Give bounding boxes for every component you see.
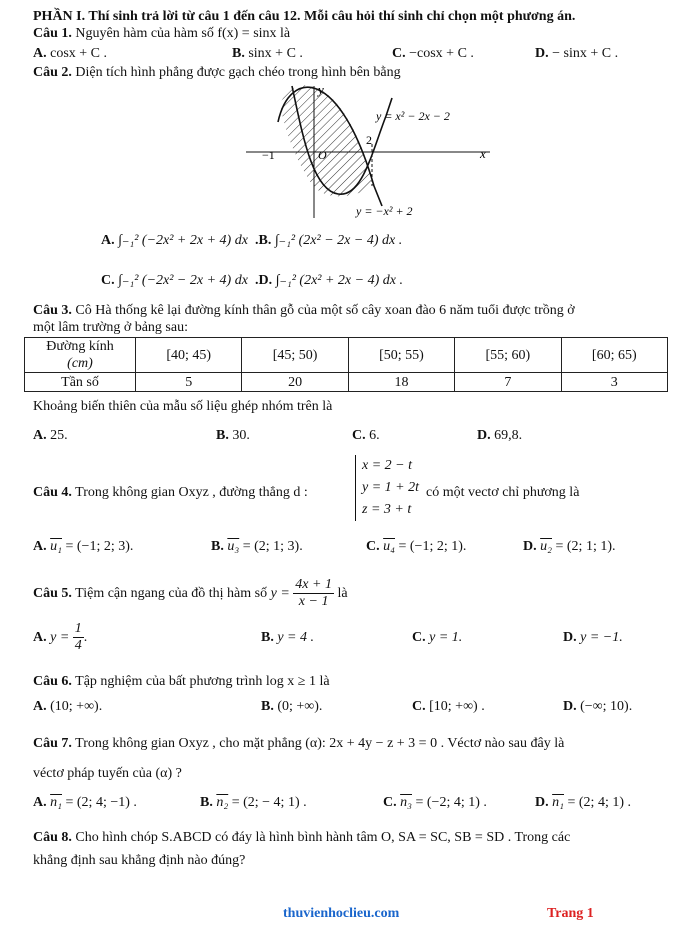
table-cell: [50; 55) <box>348 338 454 373</box>
table-cell: [60; 65) <box>561 338 667 373</box>
q5-option-c[interactable]: C. y = 1. <box>412 630 463 645</box>
q3-option-a[interactable]: A. 25. <box>33 428 68 443</box>
question-label: Câu 2. <box>33 65 72 80</box>
question-text: Trong không gian Oxyz , cho mặt phẳng (α): 2x + 4y − z + 3 = 0 . Véctơ nào sau đây là <box>75 736 565 751</box>
q7-option-b[interactable]: B. n₂ = (2; − 4; 1) . <box>200 795 307 810</box>
area-graph <box>240 82 520 220</box>
q7-option-d[interactable]: D. n₁ = (2; 4; 1) . <box>535 795 631 810</box>
question-label: Câu 4. <box>33 485 72 500</box>
table-header-cell: Đường kính (cm) <box>25 338 136 373</box>
q7-option-a[interactable]: A. n₁ = (2; 4; −1) . <box>33 795 137 810</box>
question-4-tail: có một vectơ chỉ phương là <box>426 485 580 500</box>
q4-option-a[interactable]: A. u₁ = (−1; 2; 3). <box>33 539 134 554</box>
question-8-cont: khẳng định sau khẳng định nào đúng? <box>33 853 246 868</box>
q2-option-b[interactable]: .B. ∫₋₁² (2x² − 2x − 4) dx . <box>255 233 403 248</box>
question-8 <box>33 829 657 847</box>
table-row <box>25 373 668 392</box>
q5-option-a[interactable]: A. y = $\frac{1}{4}$ . <box>33 621 88 654</box>
table-header-cell: Tần số <box>25 373 136 392</box>
section-header: PHẦN I. Thí sinh trả lời từ câu 1 đến câu 12. Mỗi câu hỏi thí sinh chỉ chọn một phương án. <box>33 9 576 24</box>
question-text: Nguyên hàm của hàm số f(x) = sinx là <box>75 26 291 41</box>
question-text: Trong không gian Oxyz , đường thẳng d : <box>75 485 308 500</box>
footer-page-number: Trang 1 <box>547 906 594 921</box>
graph-y-label: y <box>318 82 324 97</box>
question-label: Câu 5. <box>33 586 72 601</box>
question-text: Tập nghiệm của bất phương trình log x ≥ 1 là <box>75 674 330 689</box>
question-label: Câu 3. <box>33 303 72 318</box>
table-cell: [45; 50) <box>242 338 348 373</box>
q3-option-d[interactable]: D. 69,8. <box>477 428 523 443</box>
question-3-cont: một lâm trường ở bảng sau: <box>33 320 188 335</box>
table-cell: 3 <box>561 373 667 392</box>
q2-option-d[interactable]: .D. ∫₋₁² (2x² + 2x − 4) dx . <box>255 273 403 288</box>
question-5: Câu 5. Tiệm cận ngang của đồ thị hàm số y = $\frac{4x + 1}{x - 1}$ là <box>33 577 348 610</box>
graph-x-label: x <box>480 146 486 161</box>
frequency-table <box>24 337 668 392</box>
question-1 <box>33 25 657 43</box>
q6-option-b[interactable]: B. (0; +∞). <box>261 699 323 714</box>
q4-option-b[interactable]: B. u₃ = (2; 1; 3). <box>211 539 303 554</box>
q1-option-a[interactable]: A. cosx + C . <box>33 46 108 61</box>
graph-tick-neg1: −1 <box>262 148 275 162</box>
question-7-cont: véctơ pháp tuyến của (α) ? <box>33 766 182 781</box>
q5-option-d[interactable]: D. y = −1. <box>563 630 623 645</box>
q6-option-d[interactable]: D. (−∞; 10). <box>563 699 633 714</box>
table-row <box>25 338 668 373</box>
question-text: Tiệm cận ngang của đồ thị hàm số <box>75 586 268 601</box>
question-6 <box>33 673 657 691</box>
q5-option-b[interactable]: B. y = 4 . <box>261 630 315 645</box>
question-label: Câu 6. <box>33 674 72 689</box>
table-cell: 20 <box>242 373 348 392</box>
question-7 <box>33 735 657 753</box>
q4-option-d[interactable]: D. u₂ = (2; 1; 1). <box>523 539 616 554</box>
table-cell: [40; 45) <box>136 338 242 373</box>
question-label: Câu 1. <box>33 26 72 41</box>
question-2 <box>33 64 657 82</box>
question-3 <box>33 302 657 320</box>
question-text: Diện tích hình phẳng được gạch chéo trong hình bên bằng <box>75 65 401 80</box>
q2-option-c[interactable]: C. ∫₋₁² (−2x² − 2x + 4) dx <box>101 273 248 288</box>
q6-option-c[interactable]: C. [10; +∞) . <box>412 699 485 714</box>
q1-option-b[interactable]: B. sinx + C . <box>232 46 303 61</box>
table-cell: 7 <box>455 373 561 392</box>
question-3-prompt: Khoảng biến thiên của mẫu số liệu ghép nhóm trên là <box>33 399 333 414</box>
question-text: Cho hình chóp S.ABCD có đáy là hình bình hành tâm O, SA = SC, SB = SD . Trong các <box>75 830 571 845</box>
table-cell: 5 <box>136 373 242 392</box>
question-4 <box>33 484 308 502</box>
graph-origin: O <box>318 148 327 162</box>
question-text: Cô Hà thống kê lại đường kính thân gỗ của một số cây xoan đào 6 năm tuổi được trồng ở <box>75 303 575 318</box>
curve2-label: y = −x² + 2 <box>356 204 413 218</box>
q7-option-c[interactable]: C. n₃ = (−2; 4; 1) . <box>383 795 487 810</box>
q1-option-c[interactable]: C. −cosx + C . <box>392 46 474 61</box>
question-label: Câu 8. <box>33 830 72 845</box>
table-cell: [55; 60) <box>455 338 561 373</box>
curve1-label: y = x² − 2x − 2 <box>376 109 450 123</box>
q2-option-a[interactable]: A. ∫₋₁² (−2x² + 2x + 4) dx <box>101 233 248 248</box>
table-cell: 18 <box>348 373 454 392</box>
q6-option-a[interactable]: A. (10; +∞). <box>33 699 103 714</box>
line-equation-system: x = 2 − t y = 1 + 2t z = 3 + t <box>355 455 419 521</box>
q3-option-b[interactable]: B. 30. <box>216 428 250 443</box>
q3-option-c[interactable]: C. 6. <box>352 428 380 443</box>
q4-option-c[interactable]: C. u₄ = (−1; 2; 1). <box>366 539 467 554</box>
q1-option-d[interactable]: D. − sinx + C . <box>535 46 619 61</box>
footer-site-link[interactable]: thuvienhoclieu.com <box>283 906 400 921</box>
fraction: $\frac{4x + 1}{x - 1}$ <box>295 577 332 610</box>
graph-tick-2: 2 <box>366 133 372 147</box>
question-label: Câu 7. <box>33 736 72 751</box>
